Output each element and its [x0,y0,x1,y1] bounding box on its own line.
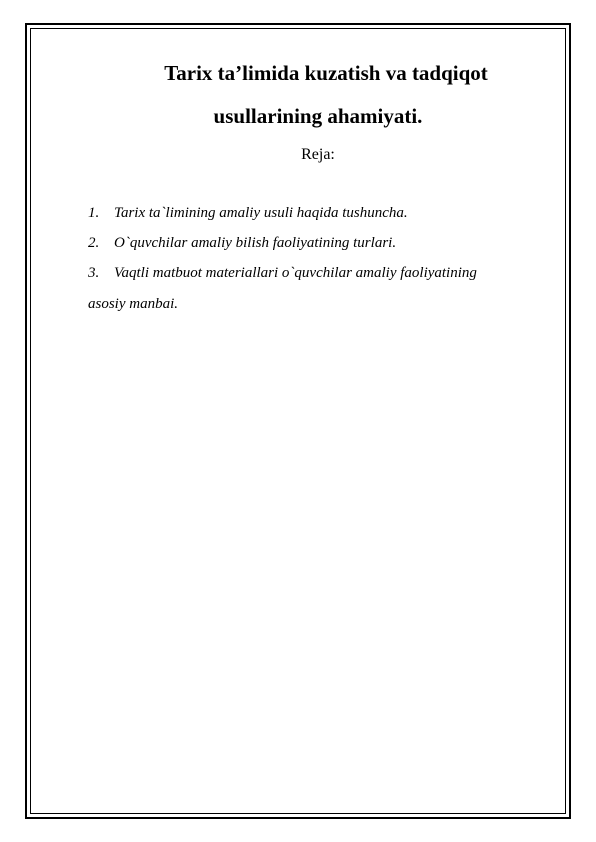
plan-item-3-continuation: asosiy manbai. [88,296,178,312]
plan-item-2-text: O`quvchilar amaliy bilish faoliyatining turlari. [114,235,397,251]
plan-item-2-number: 2. [88,235,100,251]
document-title-line-2: usullarining ahamiyati. [213,104,423,128]
plan-item-2 [88,234,396,252]
plan-item-1-text: Tarix ta`limining amaliy usuli haqida tushuncha. [114,205,408,221]
plan-item-3-number: 3. [88,265,100,281]
plan-item-1 [88,204,408,222]
plan-item-3-text: Vaqtli matbuot materiallari o`quvchilar amaliy faoliyatining [114,265,477,281]
plan-item-1-number: 1. [88,205,100,221]
document-title-line-1: Tarix ta’limida kuzatish va tadqiqot [164,61,488,85]
plan-item-3 [88,264,477,282]
plan-heading: Reja: [301,146,335,163]
